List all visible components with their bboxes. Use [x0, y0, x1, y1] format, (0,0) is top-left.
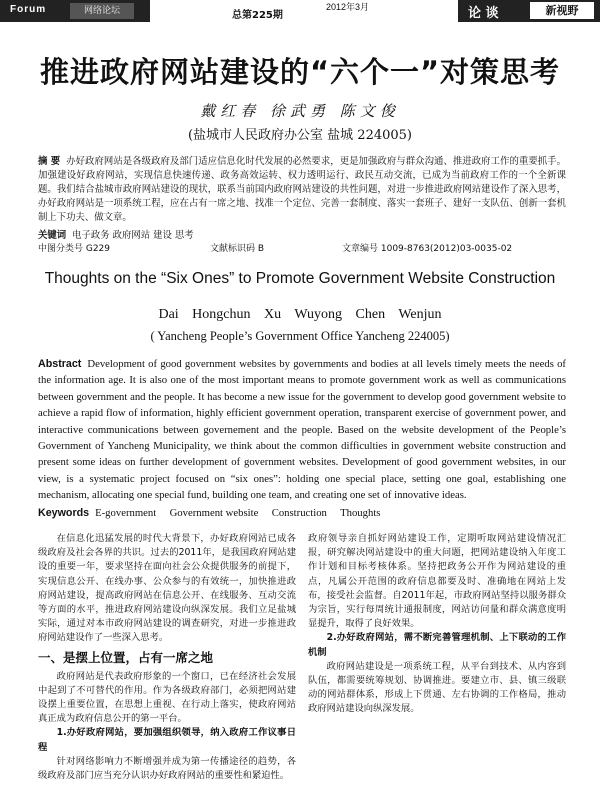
affiliation-cn: (盐城市人民政府办公室 盐城 224005): [187, 128, 413, 143]
subsection-1-paragraph: 针对网络影响力不断增强并成为第一传播途径的趋势，各级政府及部门应当充分认识办好政府网站的重要性和紧迫性。: [38, 755, 296, 782]
abstract-en-text: Development of good government websites by governments and bodies at all levels timely meets the needs of the information age. It is also one of the most important means to promote government work as well as communications between government and the people. It has become a new issue for the government to develop good government website to achieve a rapid flow of information, highly efficient government operation, transparent exercise of government power, and interactive communications between governement and the people. Based on the website development of the People’s Government of Yancheng Municipality, we think about the common difficulties in government website construction and present some ideas on further development of government websites. Development of good government websites, in our view, is a systematic project focused on “six ones”: holding one special place, setting one goal, establishing one mechanism, allocating one special fund, building one team, and creating one set of innovative ideas.: [38, 358, 566, 502]
abstract-cn-label: 摘 要: [38, 156, 61, 167]
abstract-cn-text: 办好政府网站是各级政府及部门适应信息化时代发展的必然要求，更是加强政府与群众沟通、推进政府工作的重要抓手。加强建设好政府网站，实现信息快速传递、政务高效运转、权力透明运行、政民互动交流，已成为当前政府工作的一个全新课题。我们结合盐城市政府网站建设的现状，联系当前国内政府网站建设的共性问题，对进一步推进政府网站建设作了深入思考，办好政府网站是一项系统工程，应在占有一席之地、找准一个定位、完善一套制度、落实一套班子、建好一支队伍、创新一套机制上下功夫、做文章。: [38, 156, 566, 223]
subsection-2-paragraph: 政府网站建设是一项系统工程，从平台到技术、从内容到队伍，都需要统筹规划、协调推进。要建立市、县、镇三级联动的网站群体系，形成上下贯通、左右协调的工作格局，推动政府网站建设向纵深发展。: [308, 660, 566, 715]
subsection-2-heading: 2.办好政府网站，需不断完善管理机制、上下联动的工作机制: [308, 632, 566, 658]
abstract-en: [38, 356, 566, 504]
keywords-cn-label: 关键词: [38, 230, 67, 241]
body-column-left: [38, 532, 296, 783]
header-section-label: 论 谈: [468, 6, 499, 21]
clc-number: 中图分类号 G229: [38, 244, 111, 254]
section-1-heading: 一、是摆上位置，占有一席之地: [38, 649, 214, 665]
affiliation-en: ( Yancheng People’s Government Office Yancheng 224005): [150, 329, 450, 343]
abstract-en-label: Abstract: [38, 358, 82, 370]
keywords-cn-terms: 电子政务 政府网站 建设 思考: [72, 230, 194, 241]
body-right-paragraph: 政府领导亲自抓好网站建设工作，定期听取网站建设情况汇报，研究解决网站建设中的重大问题，把网站建设纳入年度工作计划和目标考核体系。坚持把政务公开作为网站建设的重点，凡属公开范围的政府信息都要及时、准确地在网站上发布，接受社会监督。自2011年起，市政府网站坚持以服务群众为宗旨，实行每周统计通报制度，网站访问量和群众满意度明显提升，取得了良好效果。: [308, 533, 566, 630]
header-forum-tag: 网络论坛: [70, 3, 134, 19]
section-1-paragraph: 政府网站是代表政府形象的一个窗口，已在经济社会发展中起到了不可替代的作用。作为各级政府部门，必须把网站建设摆上重要位置，在思想上重视、在行动上落实，使政府网站真正成为政府信息公开的第一平台。: [38, 670, 296, 725]
authors-en: Dai Hongchun Xu Wuyong Chen Wenjun: [158, 307, 442, 322]
keywords-en: [38, 507, 380, 519]
abstract-cn: [38, 155, 566, 225]
keywords-cn: [38, 227, 194, 241]
keywords-en-label: Keywords: [38, 507, 90, 519]
subsection-1-heading: 1.办好政府网站，要加强组织领导，纳入政府工作议事日程: [38, 727, 296, 753]
header-issue-number: 总第225期: [232, 10, 283, 21]
body-column-right: [308, 532, 566, 717]
header-section-tag: 新视野: [530, 2, 594, 19]
doc-code: 文献标识码 B: [210, 244, 265, 254]
paper-title-cn: 推进政府网站建设的“六个一”对策思考: [39, 55, 561, 89]
paper-title-en: Thoughts on the “Six Ones” to Promote Government Website Construction: [44, 270, 556, 287]
authors-cn: 戴红春 徐武勇 陈文俊: [200, 102, 400, 120]
article-number: 文章编号 1009-8763(2012)03-0035-02: [342, 244, 513, 254]
header-forum-label: Forum: [10, 4, 47, 15]
header-date: 2012年3月: [326, 2, 370, 12]
keywords-en-terms: E-government Government website Construction Thoughts: [95, 507, 381, 519]
body-intro-paragraph: 在信息化迅猛发展的时代大背景下，办好政府网站已成各级政府及社会各界的共识。过去的2011年，是我国政府网站建设的重要一年，要求坚持在面向社会公众提供服务的前提下，实现信息公开、在线办事、公众参与的有效统一，加快推进政府网站建设，提高政府网站在信息公开、在线服务、互动交流等方面的水平，推进政府网站建设向纵深发展。我们立足盐城实际，通过对本市政府网站建设的调查研究，对进一步推进政府网站建设作了一些深入思考。: [38, 533, 296, 644]
